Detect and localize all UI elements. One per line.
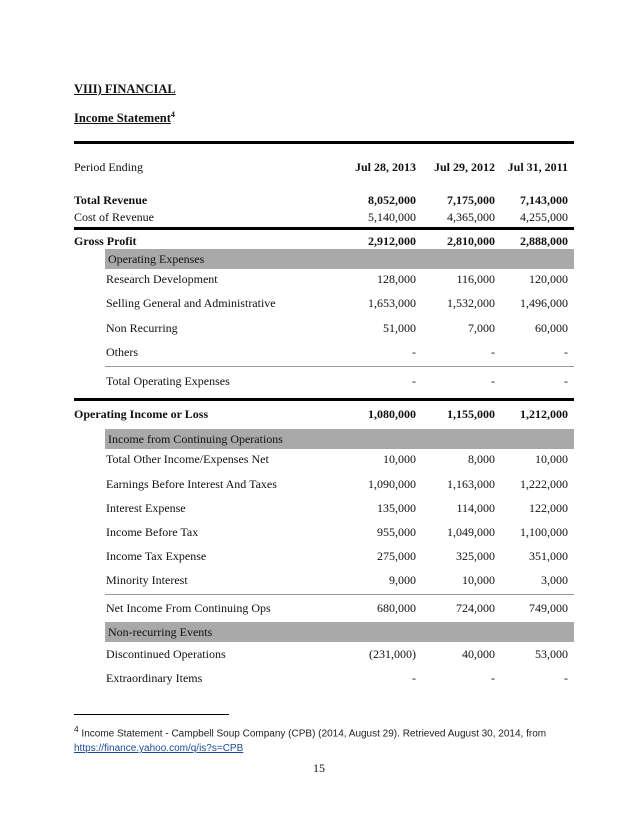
table-row: Others - - - — [106, 345, 568, 359]
table-row: Minority Interest 9,000 10,000 3,000 — [106, 573, 568, 587]
divider — [105, 594, 574, 595]
table-row: Research Development 128,000 116,000 120,000 — [106, 272, 568, 286]
period-3: Jul 31, 2011 — [507, 160, 568, 174]
table-row: Total Operating Expenses - - - — [106, 374, 568, 388]
table-row: Gross Profit 2,912,000 2,810,000 2,888,000 — [74, 234, 568, 248]
table-row: Net Income From Continuing Ops 680,000 724,000 749,000 — [106, 601, 568, 615]
section-title: VIII) FINANCIAL — [74, 82, 176, 96]
table-row: Cost of Revenue 5,140,000 4,365,000 4,255,000 — [74, 210, 568, 224]
footnote-ref: 4 — [170, 110, 175, 119]
table-row: Earnings Before Interest And Taxes 1,090,000 1,163,000 1,222,000 — [106, 477, 568, 491]
table-row: Income Tax Expense 275,000 325,000 351,000 — [106, 549, 568, 563]
period-1: Jul 28, 2013 — [354, 160, 416, 174]
divider — [74, 227, 574, 230]
table-row: Income Before Tax 955,000 1,049,000 1,100,000 — [106, 525, 568, 539]
period-header-row: Period Ending Jul 28, 2013 Jul 29, 2012 Jul 31, 2011 — [74, 160, 568, 174]
table-row: Operating Income or Loss 1,080,000 1,155,000 1,212,000 — [74, 407, 568, 421]
divider — [105, 366, 574, 367]
table-row: Total Revenue 8,052,000 7,175,000 7,143,000 — [74, 193, 568, 207]
non-recurring-events-band: Non-recurring Events — [105, 622, 574, 642]
page-number: 15 — [313, 761, 325, 775]
operating-expenses-band: Operating Expenses — [105, 249, 574, 269]
table-row: Total Other Income/Expenses Net 10,000 8,000 10,000 — [106, 452, 568, 466]
table-row: Selling General and Administrative 1,653,000 1,532,000 1,496,000 — [106, 296, 568, 310]
table-row: Extraordinary Items - - - — [106, 671, 568, 685]
footnote — [74, 722, 574, 756]
footnote-link[interactable]: https://finance.yahoo.com/q/is?s=CPB — [74, 743, 244, 755]
footnote-number: 4 — [74, 724, 79, 734]
footnote-text: Income Statement - Campbell Soup Company (CPB) (2014, August 29). Retrieved August 30, 2014, from — [78, 728, 547, 740]
table-row: Interest Expense 135,000 114,000 122,000 — [106, 501, 568, 515]
footnote-rule — [74, 714, 229, 715]
table-row: Non Recurring 51,000 7,000 60,000 — [106, 321, 568, 335]
divider — [74, 398, 574, 401]
table-top-rule — [74, 141, 574, 144]
table-row: Discontinued Operations (231,000) 40,000 53,000 — [106, 647, 568, 661]
continuing-ops-band: Income from Continuing Operations — [105, 429, 574, 449]
subheading: Income Statement$^4$ — [74, 110, 175, 126]
period-2: Jul 29, 2012 — [433, 160, 495, 174]
